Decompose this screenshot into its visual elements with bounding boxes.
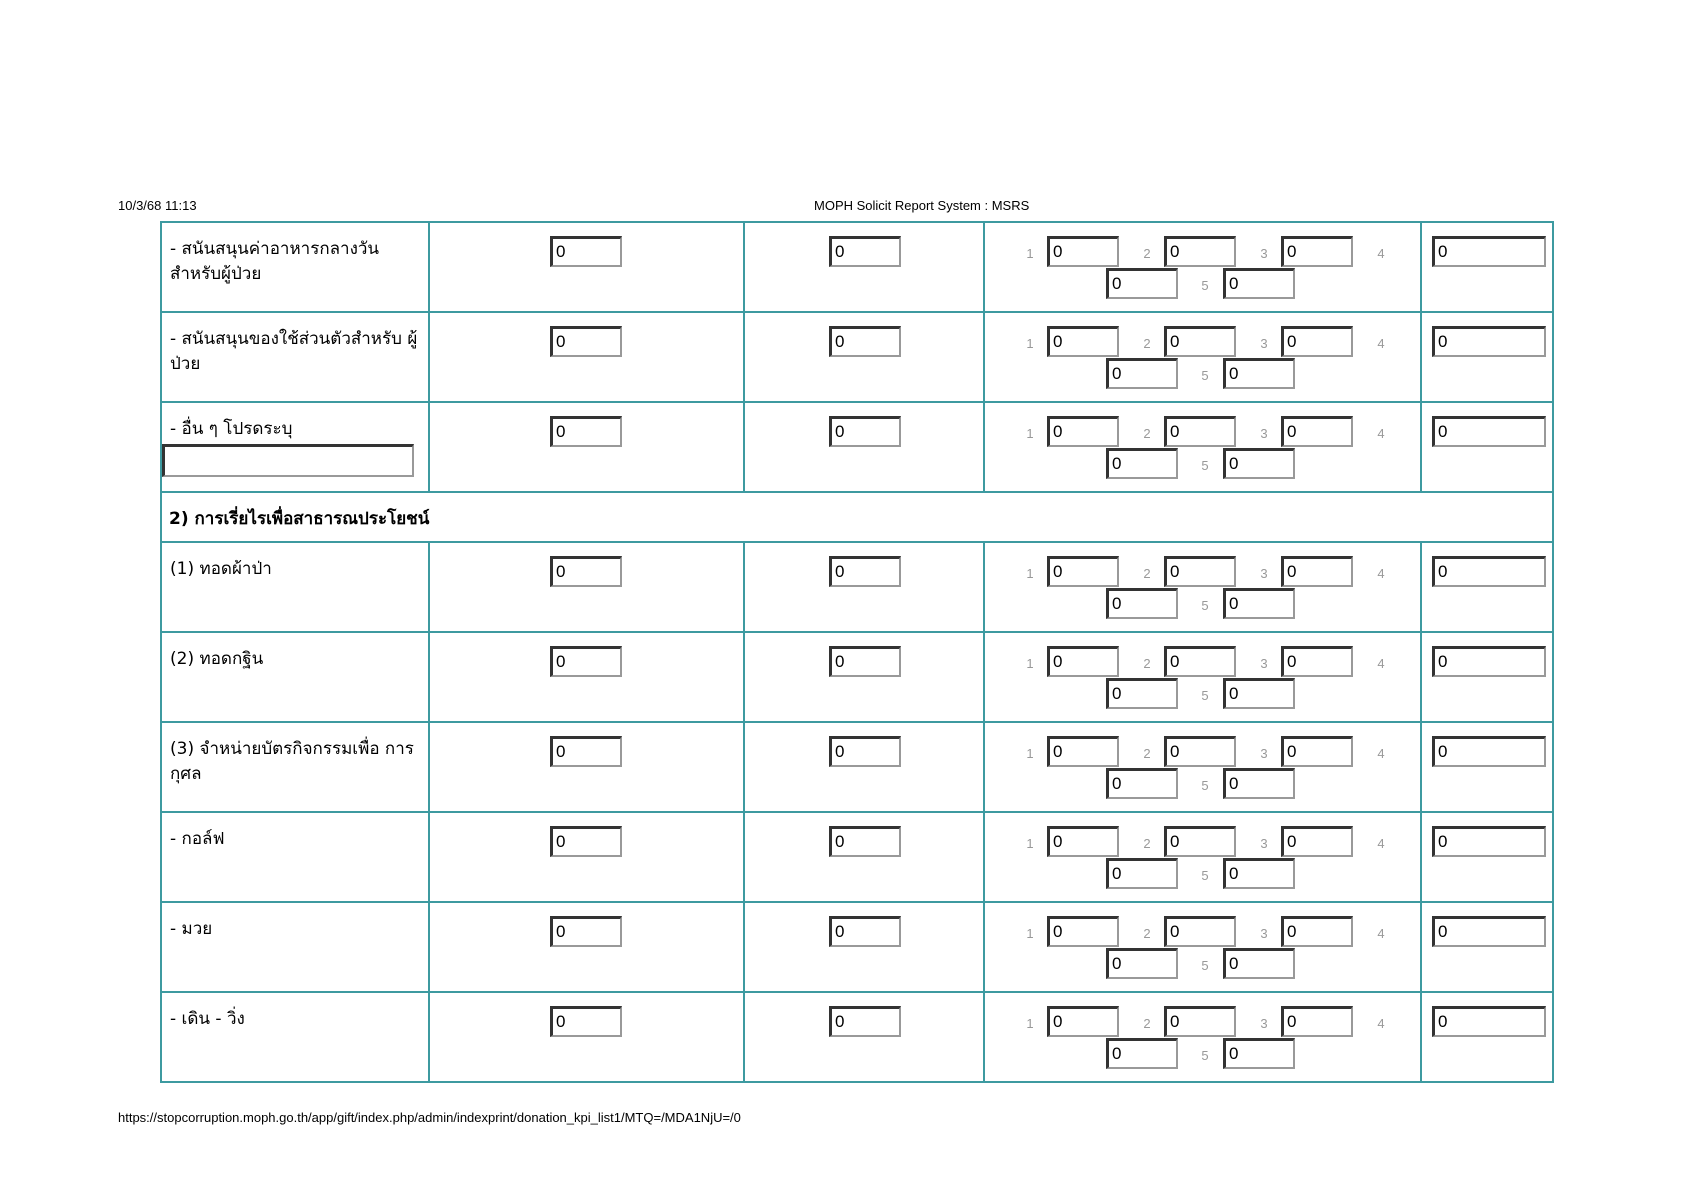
rating-number-label: 5 xyxy=(1201,688,1209,703)
rating-input-2[interactable]: 0 xyxy=(1164,826,1236,857)
rating-input-4[interactable]: 0 xyxy=(1106,588,1178,619)
rating-input-3[interactable]: 0 xyxy=(1281,826,1353,857)
rating-number-label: 5 xyxy=(1201,458,1209,473)
row-label-cell xyxy=(160,401,428,491)
row-label-cell xyxy=(160,811,428,901)
row-label-cell xyxy=(160,901,428,991)
rating-number-label: 5 xyxy=(1201,868,1209,883)
amount-cell xyxy=(428,401,743,491)
rating-number-label: 4 xyxy=(1377,246,1385,261)
rating-number-label: 1 xyxy=(1026,566,1034,581)
rating-input-1[interactable]: 0 xyxy=(1047,736,1119,767)
amount-cell xyxy=(428,991,743,1081)
rating-number-label: 4 xyxy=(1377,926,1385,941)
amount-cell xyxy=(743,541,983,631)
amount-cell xyxy=(428,631,743,721)
row-label: - สนันสนุนของใช้ส่วนตัวสำหรับ ผู้ป่วย xyxy=(170,329,418,374)
rating-group xyxy=(985,723,1420,811)
rating-input-2[interactable]: 0 xyxy=(1164,916,1236,947)
amount-input[interactable]: 0 xyxy=(829,916,901,947)
rating-number-label: 5 xyxy=(1201,598,1209,613)
amount-input[interactable]: 0 xyxy=(829,1006,901,1037)
rating-number-label: 3 xyxy=(1260,336,1268,351)
rating-number-label: 4 xyxy=(1377,836,1385,851)
rating-number-label: 1 xyxy=(1026,1016,1034,1031)
rating-group xyxy=(985,903,1420,991)
rating-group xyxy=(985,223,1420,311)
rating-number-label: 3 xyxy=(1260,926,1268,941)
total-cell xyxy=(1420,991,1554,1081)
rating-number-label: 2 xyxy=(1143,1016,1151,1031)
amount-cell xyxy=(743,401,983,491)
rating-cell xyxy=(983,721,1420,811)
rating-input-2[interactable]: 0 xyxy=(1164,236,1236,267)
amount-cell xyxy=(428,311,743,401)
amount-input[interactable]: 0 xyxy=(550,1006,622,1037)
rating-group xyxy=(985,633,1420,721)
total-input[interactable]: 0 xyxy=(1432,416,1546,447)
rating-number-label: 1 xyxy=(1026,336,1034,351)
amount-cell xyxy=(743,721,983,811)
rating-number-label: 5 xyxy=(1201,1048,1209,1063)
row-label-cell xyxy=(160,541,428,631)
rating-input-2[interactable]: 0 xyxy=(1164,416,1236,447)
rating-cell xyxy=(983,401,1420,491)
rating-number-label: 3 xyxy=(1260,746,1268,761)
total-input[interactable]: 0 xyxy=(1432,236,1546,267)
rating-number-label: 1 xyxy=(1026,746,1034,761)
rating-input-3[interactable]: 0 xyxy=(1281,1006,1353,1037)
rating-number-label: 3 xyxy=(1260,246,1268,261)
rating-input-5[interactable]: 0 xyxy=(1223,1038,1295,1069)
rating-number-label: 5 xyxy=(1201,278,1209,293)
total-cell xyxy=(1420,901,1554,991)
amount-cell xyxy=(428,541,743,631)
rating-group xyxy=(985,813,1420,901)
rating-input-5[interactable]: 0 xyxy=(1223,448,1295,479)
rating-group xyxy=(985,543,1420,631)
rating-input-2[interactable]: 0 xyxy=(1164,326,1236,357)
rating-input-2[interactable]: 0 xyxy=(1164,736,1236,767)
rating-number-label: 2 xyxy=(1143,926,1151,941)
row-label: - เดิน - วิ่ง xyxy=(170,1009,245,1029)
rating-input-4[interactable]: 0 xyxy=(1106,948,1178,979)
amount-input[interactable]: 0 xyxy=(550,916,622,947)
rating-input-5[interactable]: 0 xyxy=(1223,588,1295,619)
amount-cell xyxy=(428,901,743,991)
amount-cell xyxy=(428,221,743,311)
other-specify-input[interactable] xyxy=(162,444,414,477)
rating-input-1[interactable]: 0 xyxy=(1047,826,1119,857)
rating-number-label: 4 xyxy=(1377,566,1385,581)
row-label: - อื่น ๆ โปรดระบุ xyxy=(170,419,293,439)
total-input[interactable]: 0 xyxy=(1432,736,1546,767)
rating-number-label: 3 xyxy=(1260,656,1268,671)
rating-number-label: 1 xyxy=(1026,246,1034,261)
rating-input-5[interactable]: 0 xyxy=(1223,858,1295,889)
rating-cell xyxy=(983,991,1420,1081)
rating-number-label: 2 xyxy=(1143,566,1151,581)
rating-cell xyxy=(983,541,1420,631)
row-label: (1) ทอดผ้าป่า xyxy=(170,559,272,579)
rating-number-label: 5 xyxy=(1201,368,1209,383)
rating-number-label: 4 xyxy=(1377,336,1385,351)
rating-cell xyxy=(983,901,1420,991)
amount-cell xyxy=(428,811,743,901)
amount-input[interactable]: 0 xyxy=(829,236,901,267)
section-heading: 2) การเรี่ยไรเพื่อสาธารณประโยชน์ xyxy=(160,491,1554,541)
rating-cell xyxy=(983,221,1420,311)
rating-input-3[interactable]: 0 xyxy=(1281,326,1353,357)
amount-input[interactable]: 0 xyxy=(829,826,901,857)
rating-number-label: 2 xyxy=(1143,836,1151,851)
rating-number-label: 5 xyxy=(1201,778,1209,793)
rating-input-1[interactable]: 0 xyxy=(1047,646,1119,677)
rating-number-label: 2 xyxy=(1143,656,1151,671)
rating-cell xyxy=(983,631,1420,721)
amount-input[interactable]: 0 xyxy=(829,326,901,357)
rating-group xyxy=(985,403,1420,491)
rating-number-label: 3 xyxy=(1260,426,1268,441)
amount-input[interactable]: 0 xyxy=(550,556,622,587)
rating-number-label: 2 xyxy=(1143,336,1151,351)
amount-cell xyxy=(743,811,983,901)
rating-number-label: 4 xyxy=(1377,1016,1385,1031)
rating-input-1[interactable]: 0 xyxy=(1047,416,1119,447)
rating-number-label: 3 xyxy=(1260,1016,1268,1031)
rating-number-label: 3 xyxy=(1260,566,1268,581)
total-cell xyxy=(1420,221,1554,311)
rating-number-label: 3 xyxy=(1260,836,1268,851)
rating-number-label: 2 xyxy=(1143,746,1151,761)
rating-input-1[interactable]: 0 xyxy=(1047,236,1119,267)
total-cell xyxy=(1420,811,1554,901)
rating-number-label: 4 xyxy=(1377,426,1385,441)
total-input[interactable]: 0 xyxy=(1432,326,1546,357)
rating-number-label: 1 xyxy=(1026,836,1034,851)
amount-input[interactable]: 0 xyxy=(550,416,622,447)
rating-number-label: 2 xyxy=(1143,426,1151,441)
rating-number-label: 1 xyxy=(1026,426,1034,441)
total-cell xyxy=(1420,541,1554,631)
rating-input-3[interactable]: 0 xyxy=(1281,416,1353,447)
rating-input-3[interactable]: 0 xyxy=(1281,236,1353,267)
total-input[interactable]: 0 xyxy=(1432,916,1546,947)
rating-input-3[interactable]: 0 xyxy=(1281,736,1353,767)
rating-number-label: 1 xyxy=(1026,656,1034,671)
rating-input-1[interactable]: 0 xyxy=(1047,1006,1119,1037)
row-label: - กอล์ฟ xyxy=(170,829,225,849)
rating-input-1[interactable]: 0 xyxy=(1047,916,1119,947)
rating-group xyxy=(985,993,1420,1081)
rating-input-4[interactable]: 0 xyxy=(1106,858,1178,889)
row-label-cell xyxy=(160,311,428,401)
rating-number-label: 1 xyxy=(1026,926,1034,941)
total-input[interactable]: 0 xyxy=(1432,646,1546,677)
row-label-cell xyxy=(160,631,428,721)
rating-input-4[interactable]: 0 xyxy=(1106,1038,1178,1069)
row-label: (2) ทอดกฐิน xyxy=(170,649,264,669)
row-label: - มวย xyxy=(170,919,213,939)
amount-cell xyxy=(743,631,983,721)
amount-input[interactable]: 0 xyxy=(550,326,622,357)
row-label: (3) จำหน่ายบัตรกิจกรรมเพื่อ การกุศล xyxy=(170,739,414,784)
amount-input[interactable]: 0 xyxy=(829,416,901,447)
rating-input-2[interactable]: 0 xyxy=(1164,646,1236,677)
rating-number-label: 2 xyxy=(1143,246,1151,261)
total-cell xyxy=(1420,631,1554,721)
rating-cell xyxy=(983,311,1420,401)
rating-input-5[interactable]: 0 xyxy=(1223,268,1295,299)
row-label-cell xyxy=(160,991,428,1081)
rating-input-5[interactable]: 0 xyxy=(1223,768,1295,799)
rating-input-5[interactable]: 0 xyxy=(1223,678,1295,709)
amount-input[interactable]: 0 xyxy=(550,826,622,857)
total-cell xyxy=(1420,401,1554,491)
amount-cell xyxy=(428,721,743,811)
rating-number-label: 4 xyxy=(1377,746,1385,761)
amount-input[interactable]: 0 xyxy=(829,646,901,677)
amount-input[interactable]: 0 xyxy=(829,736,901,767)
total-input[interactable]: 0 xyxy=(1432,1006,1546,1037)
amount-cell xyxy=(743,311,983,401)
rating-input-4[interactable]: 0 xyxy=(1106,678,1178,709)
amount-input[interactable]: 0 xyxy=(550,736,622,767)
total-cell xyxy=(1420,721,1554,811)
amount-input[interactable]: 0 xyxy=(829,556,901,587)
rating-input-4[interactable]: 0 xyxy=(1106,768,1178,799)
rating-input-2[interactable]: 0 xyxy=(1164,1006,1236,1037)
row-label-cell xyxy=(160,721,428,811)
rating-input-3[interactable]: 0 xyxy=(1281,916,1353,947)
report-system-title: MOPH Solicit Report System : MSRS xyxy=(814,198,1030,213)
rating-cell xyxy=(983,811,1420,901)
total-input[interactable]: 0 xyxy=(1432,556,1546,587)
rating-number-label: 5 xyxy=(1201,958,1209,973)
rating-input-4[interactable]: 0 xyxy=(1106,358,1178,389)
amount-input[interactable]: 0 xyxy=(550,646,622,677)
rating-input-2[interactable]: 0 xyxy=(1164,556,1236,587)
page-url: https://stopcorruption.moph.go.th/app/gift/index.php/admin/indexprint/donation_kpi_list1/MTQ=/MDA1NjU=/0 xyxy=(118,1110,741,1125)
rating-number-label: 4 xyxy=(1377,656,1385,671)
rating-input-4[interactable]: 0 xyxy=(1106,448,1178,479)
total-input[interactable]: 0 xyxy=(1432,826,1546,857)
row-label-cell xyxy=(160,221,428,311)
row-label: - สนันสนุนค่าอาหารกลางวัน สำหรับผู้ป่วย xyxy=(170,239,380,284)
total-cell xyxy=(1420,311,1554,401)
rating-input-1[interactable]: 0 xyxy=(1047,556,1119,587)
rating-input-3[interactable]: 0 xyxy=(1281,556,1353,587)
donation-table xyxy=(160,221,1554,1083)
amount-cell xyxy=(743,221,983,311)
rating-input-5[interactable]: 0 xyxy=(1223,358,1295,389)
amount-input[interactable]: 0 xyxy=(550,236,622,267)
rating-input-3[interactable]: 0 xyxy=(1281,646,1353,677)
rating-input-5[interactable]: 0 xyxy=(1223,948,1295,979)
print-date: 10/3/68 11:13 xyxy=(118,198,197,213)
rating-group xyxy=(985,313,1420,401)
rating-input-4[interactable]: 0 xyxy=(1106,268,1178,299)
amount-cell xyxy=(743,901,983,991)
rating-input-1[interactable]: 0 xyxy=(1047,326,1119,357)
amount-cell xyxy=(743,991,983,1081)
